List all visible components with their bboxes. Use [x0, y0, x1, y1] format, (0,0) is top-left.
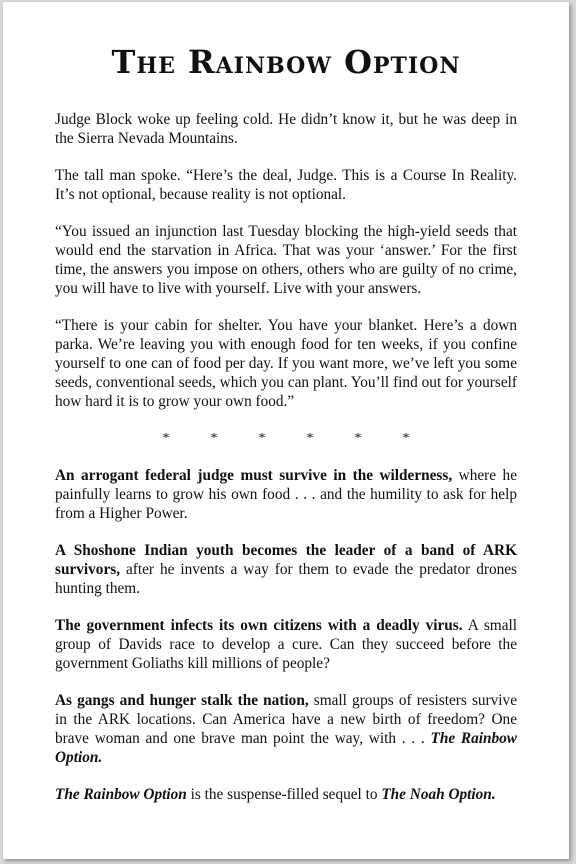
- separator-star: *: [210, 431, 218, 446]
- separator-star: *: [354, 431, 362, 446]
- prequel-title-inline: The Noah Option.: [381, 786, 496, 803]
- separator-star: *: [162, 431, 170, 446]
- book-title-inline: The Rainbow Option: [55, 786, 187, 803]
- closing-text: is the suspense-filled sequel to: [186, 786, 382, 803]
- separator-star: *: [258, 431, 266, 446]
- excerpt-paragraph-4: “There is your cabin for shelter. You have your blanket. Here’s a down parka. We’re leaving you with enough food for ten weeks, if you confine yourself to one can of food per day. If you want more, we’ve left you some seeds, conventional seeds, which you can plant. You’ll find out for yourself how hard it is to grow your own food.”: [55, 317, 517, 410]
- excerpt-paragraph-2: The tall man spoke. “Here’s the deal, Judge. This is a Course In Reality. It’s not optional, because reality is not optional.: [55, 167, 517, 203]
- blurb-lead: The government infects its own citizens with a deadly virus.: [55, 617, 463, 634]
- section-separator: [55, 429, 517, 448]
- blurb-text: small groups of resisters survive in the ARK locations. Can America have a new birth of freedom? One brave woman and one brave man point the way, with . . .: [55, 692, 517, 747]
- blurb-lead: An arrogant federal judge must survive in the wilderness,: [55, 467, 453, 484]
- blurb-paragraph-1: [55, 466, 517, 523]
- separator-star: *: [306, 431, 314, 446]
- blurb-lead: A Shoshone Indian youth becomes the leader of a band of ARK survivors,: [55, 542, 517, 578]
- book-back-cover: [3, 2, 569, 859]
- blurb-text: after he invents a way for them to evade the predator drones hunting them.: [55, 561, 517, 597]
- excerpt-paragraph-3: “You issued an injunction last Tuesday blocking the high-yield seeds that would end the starvation in Africa. That was your ‘answer.’ For the first time, the answers you impose on others, others who are guilty of no crime, you will have to live with yourself. Live with your answers.: [55, 223, 517, 297]
- blurb-text: where he painfully learns to grow his own food . . . and the humility to ask for help from a Higher Power.: [55, 467, 517, 522]
- blurb-paragraph-2: [55, 541, 517, 598]
- blurb-lead: As gangs and hunger stalk the nation,: [55, 692, 309, 709]
- book-title: The Rainbow Option: [111, 43, 461, 81]
- closing-line: [55, 785, 517, 804]
- blurb-paragraph-3: [55, 616, 517, 673]
- book-title-inline: The Rainbow Option.: [55, 730, 518, 766]
- excerpt-paragraph-1: Judge Block woke up feeling cold. He didn’t know it, but he was deep in the Sierra Nevada Mountains.: [55, 111, 517, 147]
- separator-star: *: [402, 431, 410, 446]
- blurb-paragraph-4: [55, 691, 517, 767]
- blurb-text: A small group of Davids race to develop a cure. Can they succeed before the government Goliaths kill millions of people?: [55, 617, 517, 672]
